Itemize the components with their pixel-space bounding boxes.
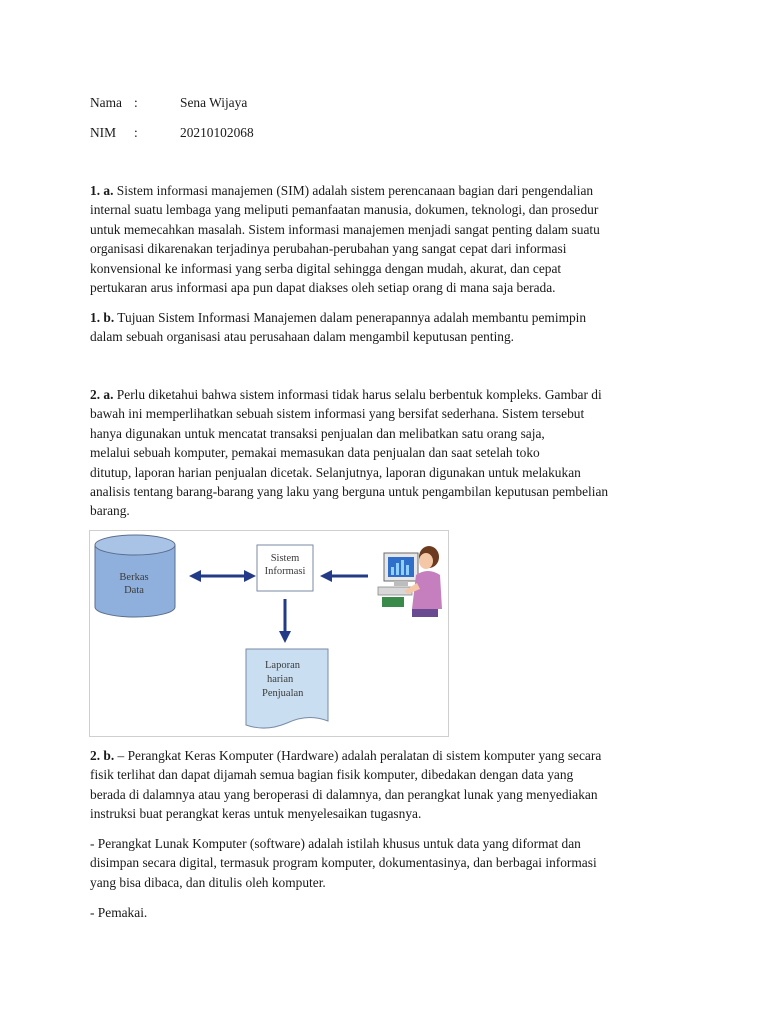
answer-1b-label: 1. b. <box>90 310 115 325</box>
answer-1a-line: organisasi dikarenakan terjadinya perubahan-perubahan yang sangat cepat dari informasi <box>90 241 567 257</box>
database-label: Data <box>124 585 144 596</box>
answer-1a-line: internal suatu lembaga yang meliputi pemanfaatan manusia, dokumen, teknologi, dan prosedur <box>90 202 599 218</box>
software-line: - Perangkat Lunak Komputer (software) adalah istilah khusus untuk data yang diformat dan <box>90 836 581 851</box>
report-label: harian <box>267 674 294 685</box>
information-system-diagram <box>89 530 449 737</box>
answer-2b-line: fisik terlihat dan dapat dijamah semua bagian fisik komputer, dibedakan dengan data yang <box>90 767 574 783</box>
answer-2b-label: 2. b. <box>90 748 115 763</box>
system-label: Informasi <box>264 566 306 577</box>
answer-2b-line: berada di dalamnya atau yang beroperasi di dalamnya, dan perangkat lunak yang menyediakan <box>90 786 598 802</box>
answer-2b-line: 2. b. – Perangkat Keras Komputer (Hardware) adalah peralatan di sistem komputer yang secara <box>90 748 602 763</box>
answer-1a-line: pertukaran arus informasi apa pun dapat diakses oleh setiap orang di mana saja berada. <box>90 280 556 296</box>
answer-2a-line: analisis tentang barang-barang yang laku yang berguna untuk pengambilan keputusan pembelian <box>90 484 609 500</box>
nim-value: 20210102068 <box>180 125 254 140</box>
answer-software <box>90 834 682 892</box>
answer-2a-line: ditutup, laporan harian penjualan dicetak. Selanjutnya, laporan digunakan untuk melakukan <box>90 464 581 480</box>
answer-1b-line: dalam sebuah organisasi atau perusahaan dalam mengambil keputusan penting. <box>90 329 515 345</box>
report-document-icon <box>246 649 328 728</box>
answer-1a-line: untuk memecahkan masalah. Sistem informasi manajemen menjadi sangat penting dalam suatu <box>90 221 600 237</box>
answer-2b-line: instruksi buat perangkat keras untuk menyelesaikan tugasnya. <box>90 806 422 822</box>
name-label: Nama <box>90 95 122 110</box>
nim-label: NIM <box>90 125 117 140</box>
answer-2a-line: barang. <box>90 503 130 519</box>
answer-2a-line: melalui sebuah komputer, pemakai memasukan data penjualan dan saat setelah toko <box>90 445 540 461</box>
answer-user <box>90 903 682 922</box>
answer-1a <box>90 181 682 297</box>
answer-2b <box>90 746 682 824</box>
answer-1a-line: konvensional ke informasi yang serba digital sehingga dengan mudah, akurat, dan cepat <box>90 260 562 276</box>
report-label: Penjualan <box>262 688 304 699</box>
answer-2a-line: bawah ini memperlihatkan sebuah sistem informasi yang bersifat sederhana. Sistem tersebut <box>90 406 585 422</box>
software-line: yang bisa dibaca, dan ditulis oleh komputer. <box>90 874 326 890</box>
database-label: Berkas <box>119 572 149 583</box>
information-system-box <box>257 545 313 591</box>
name-value: Sena Wijaya <box>180 95 248 110</box>
user-line: - Pemakai. <box>90 905 148 920</box>
nim-colon: : <box>134 125 138 140</box>
database-cylinder-icon <box>95 535 175 617</box>
answer-2a-line: hanya digunakan untuk mencatat transaksi penjualan dan melibatkan satu orang saja, <box>90 425 545 441</box>
answer-1a-line: 1. a. Sistem informasi manajemen (SIM) adalah sistem perencanaan bagian dari pengendalian <box>90 183 594 198</box>
answer-1b <box>90 308 682 347</box>
answer-2a <box>90 385 682 521</box>
report-label: Laporan <box>265 660 300 671</box>
answer-1b-line: 1. b. Tujuan Sistem Informasi Manajemen dalam penerapannya adalah membantu pemimpin <box>90 310 587 325</box>
answer-2a-line: 2. a. Perlu diketahui bahwa sistem informasi tidak harus selalu berbentuk kompleks. Gambar di <box>90 387 602 402</box>
answer-1a-label: 1. a. <box>90 183 114 198</box>
computer-user-icon <box>378 546 442 617</box>
name-colon: : <box>134 95 138 110</box>
system-label: Sistem <box>270 553 300 564</box>
answer-2a-label: 2. a. <box>90 387 114 402</box>
software-line: disimpan secara digital, termasuk program komputer, dokumentasinya, dan berbagai informasi <box>90 855 597 871</box>
